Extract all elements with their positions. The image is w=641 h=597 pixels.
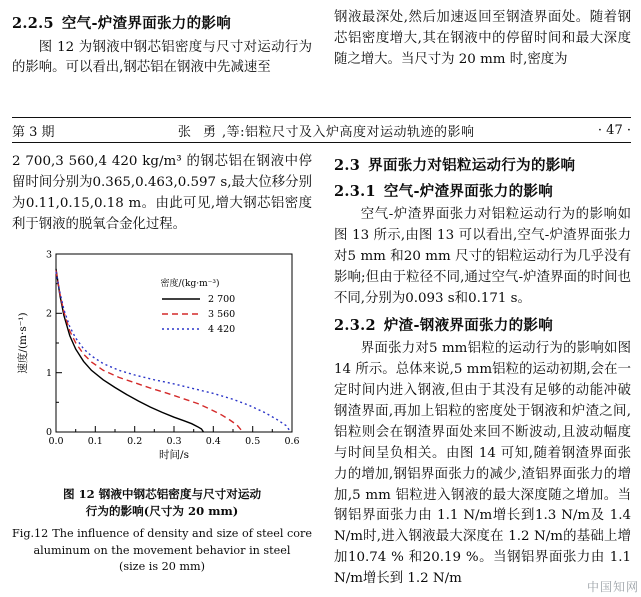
svg-text:1: 1 [45, 367, 52, 379]
figure-12-caption-cn [12, 486, 312, 521]
svg-text:2: 2 [45, 308, 52, 320]
svg-text:0.3: 0.3 [166, 435, 182, 447]
figure-12-caption-en-line1: The influence of density and size of steel core [52, 527, 312, 541]
running-head-author: 张 勇 [177, 125, 221, 140]
running-head-issue: 第 3 期 [12, 125, 55, 140]
legend-label-2700: 2 700 [208, 293, 236, 305]
paragraph-2-3-1: 空气-炉渣界面张力对铝粒运动行为的影响如图 13 所示,由图 13 可以看出,空气-炉渣界面张力对5 mm 和20 mm 尺寸的铝粒运动行为几乎没有影响;但由于粒径不同,通过空气-炉渣界面的时间也不同,分别为0.093 s和0.171 s。 [334, 207, 631, 306]
running-head-title-rest: ,等:铝粒尺寸及入炉高度对运动轨迹的影响 [222, 125, 475, 140]
section-number-2-3-2: 2.3.2 [334, 316, 376, 334]
section-title-2-3: 界面张力对铝粒运动行为的影响 [368, 157, 576, 174]
running-head-pagenum: · 47 · [597, 123, 631, 138]
svg-text:0.0: 0.0 [48, 435, 64, 447]
figure-12 [12, 244, 312, 575]
y-axis-label: 速度/(m·s⁻¹) [17, 312, 29, 374]
right-column [334, 150, 631, 592]
legend-title: 密度/(kg·m⁻³) [160, 278, 220, 289]
running-head-title [178, 121, 475, 140]
section-number-2-3: 2.3 [334, 157, 361, 174]
running-head [12, 117, 631, 143]
series-4420 [56, 271, 291, 431]
running-head-rule-bottom [12, 142, 631, 143]
svg-text:0: 0 [45, 426, 52, 438]
paragraph-density-results: 2 700,3 560,4 420 kg/m³ 的钢芯铝在钢液中停留时间分别为0.365,0.463,0.597 s,最大位移分别为0.11,0.15,0.18 m。由此可见,增大钢芯铝密度利于钢液的脱氧合金化过程。 [12, 154, 312, 232]
section-title: 空气-炉渣界面张力的影响 [61, 15, 231, 32]
paragraph-fig12-intro: 图 12 为钢液中钢芯铝密度与尺寸对运动行为的影响。可以看出,钢芯铝在钢液中先减速至 [12, 39, 312, 76]
svg-text:0.6: 0.6 [284, 435, 300, 447]
figure-12-label-en: Fig.12 [12, 527, 49, 541]
section-number: 2.2.5 [12, 15, 54, 32]
figure-12-caption-cn-line2: 行为的影响(尺寸为 20 mm) [85, 504, 239, 519]
top-right-block [334, 8, 631, 73]
figure-12-caption-cn-line1: 图 12 钢液中钢芯铝密度与尺寸对运动 [62, 486, 262, 501]
section-heading-2-3-1 [334, 182, 631, 202]
svg-text:0.1: 0.1 [87, 435, 103, 447]
top-left-block [12, 8, 312, 81]
left-column [12, 152, 312, 575]
paragraph-continued-top: 钢液最深处,然后加速返回至钢渣界面处。随着钢芯铝密度增大,其在钢液中的停留时间和最大深度随之增大。当尺寸为 20 mm 时,密度为 [334, 10, 631, 67]
figure-12-caption-en-line2: aluminum on the movement behavior in steel [33, 543, 291, 557]
section-heading-2-3 [334, 156, 631, 176]
section-title-2-3-2: 炉渣-钢液界面张力的影响 [383, 316, 553, 334]
svg-text:0.4: 0.4 [205, 435, 221, 447]
svg-text:3: 3 [45, 249, 52, 261]
paragraph-2-3-2: 界面张力对5 mm铝粒的运动行为的影响如图 14 所示。总体来说,5 mm铝粒的运动初期,会在一定时间内进入钢液,但由于其没有足够的动能冲破钢渣界面,再加上铝粒的密度处于钢液和炉渣之间,铝粒则会在钢渣界面处来回不断波动,且波动幅度与时间呈负相关。由图 14 可知,随着钢渣界面张力的增加,钢铝界面张力的减少,渣铝界面张力的增加,5 mm 铝粒进入钢液的最大深度随之增加。当钢铝界面张力由 1.1 N/m增长到1.3 N/m及 1.4 N/m时,进入钢液最大深度在 1.2 N/m的基础上增加10.74 % 和20.19 %。当钢铝界面张力由 1.1 N/m增长到 1.2 N/m [334, 341, 631, 587]
svg-text:0.5: 0.5 [245, 435, 261, 447]
section-heading-2-2-5 [12, 14, 312, 34]
figure-12-plot [12, 244, 312, 476]
section-heading-2-3-2 [334, 316, 631, 336]
running-head-rule-top [12, 117, 631, 118]
section-title-2-3-1: 空气-炉渣界面张力的影响 [383, 182, 553, 200]
series-2700 [56, 268, 204, 431]
section-number-2-3-1: 2.3.1 [334, 182, 376, 200]
x-axis-label: 时间/s [159, 448, 189, 461]
figure-12-caption-en [12, 526, 312, 575]
figure-12-caption-en-line3: (size is 20 mm) [118, 559, 205, 573]
legend-label-3560: 3 560 [208, 308, 236, 320]
svg-text:0.2: 0.2 [127, 435, 143, 447]
watermark-label: 中国知网 [586, 580, 639, 594]
legend-label-4420: 4 420 [208, 323, 236, 335]
